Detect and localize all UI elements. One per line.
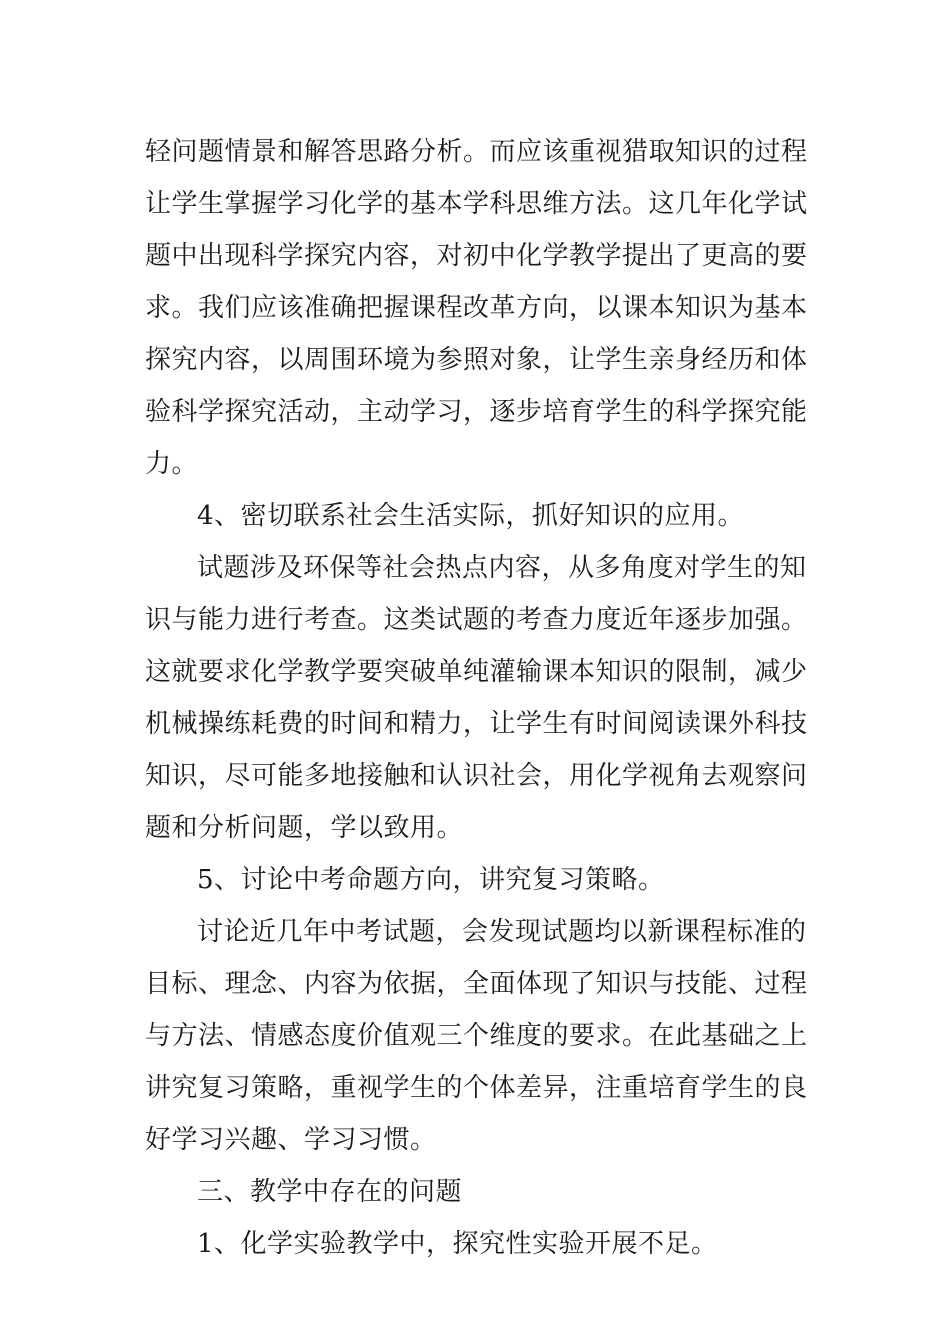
text-line: 机械操练耗费的时间和精力，让学生有时间阅读课外科技 [145, 709, 808, 739]
text-line: 题中出现科学探究内容，对初中化学教学提出了更高的要 [145, 241, 808, 271]
text-line: 知识，尽可能多地接触和认识社会，用化学视角去观察问 [145, 761, 808, 791]
text-line: 与方法、情感态度价值观三个维度的要求。在此基础之上 [145, 1021, 808, 1051]
text-line: 题和分析问题，学以致用。 [145, 813, 464, 843]
text-line: 轻问题情景和解答思路分析。而应该重视猎取知识的过程 [145, 137, 808, 167]
paragraph-start: 讨论近几年中考试题，会发现试题均以新课程标准的 [197, 917, 807, 947]
section-heading: 4、密切联系社会生活实际，抓好知识的应用。 [197, 501, 745, 531]
text-line: 识与能力进行考查。这类试题的考查力度近年逐步加强。 [145, 605, 808, 635]
paragraph-start: 试题涉及环保等社会热点内容，从多角度对学生的知 [197, 553, 807, 583]
text-line: 力。 [145, 449, 199, 479]
text-line: 探究内容，以周围环境为参照对象，让学生亲身经历和体 [145, 345, 808, 375]
text-line: 让学生掌握学习化学的基本学科思维方法。这几年化学试 [145, 189, 808, 219]
text-line: 求。我们应该准确把握课程改革方向，以课本知识为基本 [145, 293, 808, 323]
section-heading: 5、讨论中考命题方向，讲究复习策略。 [197, 865, 665, 895]
text-line: 验科学探究活动，主动学习，逐步培育学生的科学探究能 [145, 397, 808, 427]
section-heading: 1、化学实验教学中，探究性实验开展不足。 [197, 1229, 718, 1259]
text-line: 好学习兴趣、学习习惯。 [145, 1125, 437, 1155]
chapter-heading: 三、教学中存在的问题 [197, 1177, 463, 1207]
body-text [145, 126, 810, 1270]
text-line: 这就要求化学教学要突破单纯灌输课本知识的限制，减少 [145, 657, 808, 687]
text-line: 目标、理念、内容为依据，全面体现了知识与技能、过程 [145, 969, 808, 999]
text-line: 讲究复习策略，重视学生的个体差异，注重培育学生的良 [145, 1073, 808, 1103]
